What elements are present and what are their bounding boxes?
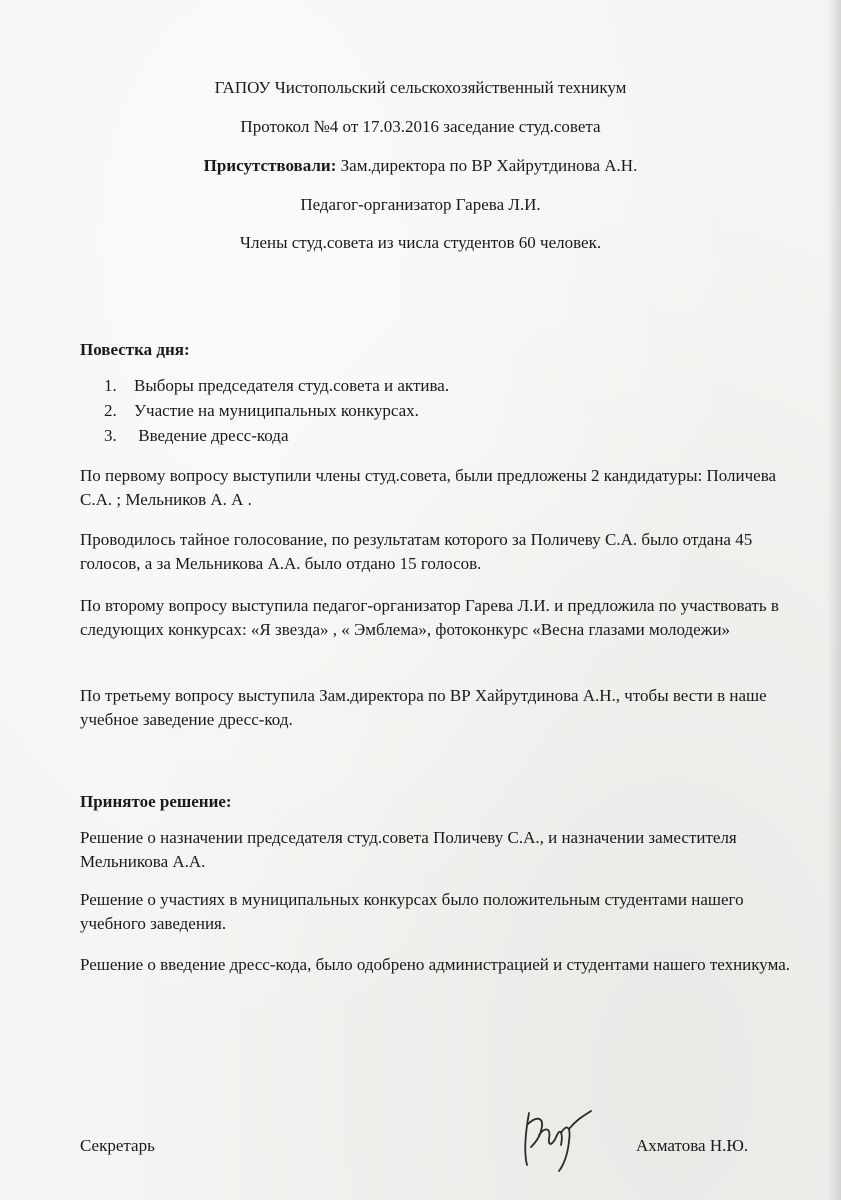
decision-chairman: Решение о назначении председателя студ.совета Поличеву С.А., и назначении заместителя Мельникова А.А. xyxy=(80,828,737,871)
agenda-list xyxy=(104,373,449,448)
list-item-number: 2. xyxy=(104,401,117,420)
decision-contests: Решение о участиях в муниципальных конкурсах было положительным студентами нашего учебного заведения. xyxy=(80,890,744,933)
list-item-number: 1. xyxy=(104,376,117,395)
list-item-number: 3. xyxy=(104,426,117,445)
paragraph-second-question: По второму вопросу выступила педагог-организатор Гарева Л.И. и предложила по участвовать в следующих конкурсах: «Я звезда» , « Эмблема», фотоконкурс «Весна глазами молодежи» xyxy=(80,596,779,639)
paragraph-third-question: По третьему вопросу выступила Зам.директора по ВР Хайрутдинова А.Н., чтобы вести в наше учебное заведение дресс-код. xyxy=(80,686,767,729)
paragraph-voting: Проводилось тайное голосование, по результатам которого за Поличеву С.А. было отдана 45 голосов, а за Мельникова А.А. было отдано 15 голосов. xyxy=(80,530,753,573)
scan-edge-shadow xyxy=(827,0,841,1200)
institution-name: ГАПОУ Чистопольский сельскохозяйственный техникум xyxy=(214,78,627,97)
secretary-name: Ахматова Н.Ю. xyxy=(636,1136,749,1155)
list-item-text: Введение дресс-кода xyxy=(134,426,289,445)
handwritten-signature xyxy=(515,1105,595,1175)
list-item-text: Участие на муниципальных конкурсах. xyxy=(134,401,419,420)
present-line xyxy=(0,155,841,177)
protocol-title: Протокол №4 от 17.03.2016 заседание студ.совета xyxy=(240,117,601,136)
members-line: Члены студ.совета из числа студентов 60 человек. xyxy=(239,233,602,252)
agenda-heading: Повестка дня: xyxy=(80,340,190,359)
decision-heading: Принятое решение: xyxy=(80,792,232,811)
list-item xyxy=(104,423,449,448)
decision-dress-code: Решение о введение дресс-кода, было одобрено администрацией и студентами нашего техникума. xyxy=(80,955,791,974)
present-label: Присутствовали: xyxy=(203,156,337,175)
secretary-role: Секретарь xyxy=(80,1136,155,1155)
list-item xyxy=(104,373,449,398)
present-value: Зам.директора по ВР Хайрутдинова А.Н. xyxy=(336,156,638,175)
paragraph-first-question: По первому вопросу выступили члены студ.совета, были предложены 2 кандидатуры: Поличева С.А. ; Мельников А. А . xyxy=(80,466,777,509)
list-item-text: Выборы председателя студ.совета и актива. xyxy=(134,376,450,395)
list-item xyxy=(104,398,449,423)
organizer-line: Педагог-организатор Гарева Л.И. xyxy=(300,195,541,214)
